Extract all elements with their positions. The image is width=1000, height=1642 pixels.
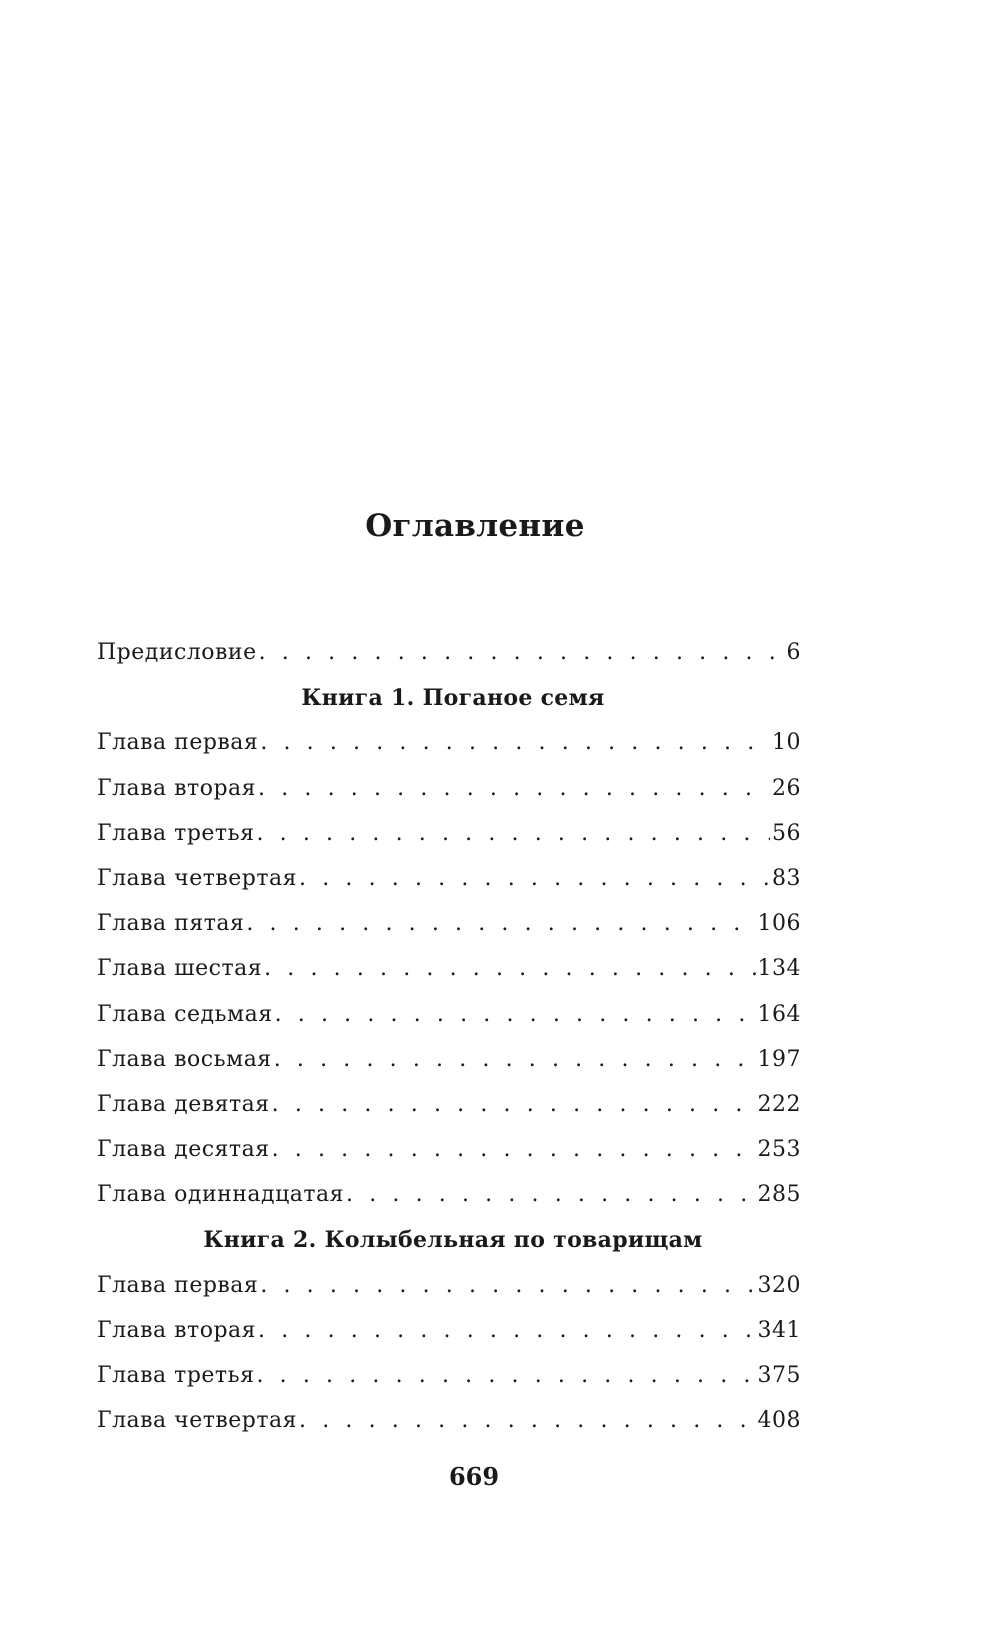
toc-entry (97, 1363, 801, 1408)
page-number: 669 (448, 1462, 500, 1491)
dot-leader (264, 956, 755, 981)
page-title: Оглавление (365, 508, 585, 544)
toc-entry-page: 285 (757, 1182, 801, 1208)
dot-leader (259, 640, 785, 665)
toc-entry-page: 408 (757, 1408, 801, 1434)
toc-entry-page: 106 (757, 911, 801, 937)
dot-leader (299, 1408, 755, 1433)
toc-entry-page: 222 (757, 1091, 801, 1117)
toc-entry-label: Глава одиннадцатая (97, 1182, 345, 1208)
table-of-contents (97, 640, 801, 1453)
toc-entry (97, 1182, 801, 1227)
toc-entry-label: Глава первая (97, 1272, 259, 1298)
toc-entry (97, 911, 801, 956)
dot-leader (260, 730, 770, 755)
dot-leader (346, 1182, 755, 1207)
dot-leader (258, 1318, 755, 1343)
toc-entry (97, 956, 801, 1001)
toc-entry-page: 197 (757, 1046, 801, 1072)
toc-entry (97, 1273, 801, 1318)
toc-entry-page: 320 (757, 1272, 801, 1298)
toc-entry-label: Глава первая (97, 730, 259, 756)
dot-leader (258, 776, 770, 801)
toc-entry (97, 1047, 801, 1092)
toc-entry-label: Глава десятая (97, 1137, 270, 1163)
toc-entry-page: 341 (757, 1317, 801, 1343)
toc-entry (97, 821, 801, 866)
dot-leader (246, 911, 755, 936)
toc-entry-label: Глава девятая (97, 1091, 270, 1117)
toc-entry (97, 1408, 801, 1453)
toc-entry-label: Глава третья (97, 820, 255, 846)
toc-entry-page: 26 (772, 775, 801, 801)
toc-entry-page: 253 (757, 1137, 801, 1163)
book-1-heading: Книга 1. Поганое семя (301, 685, 605, 712)
toc-entry-page: 83 (772, 865, 801, 891)
toc-entry-page: 134 (757, 956, 801, 982)
toc-entry-page: 6 (786, 640, 801, 665)
toc-entry-label: Глава вторая (97, 775, 257, 801)
toc-entry (97, 1002, 801, 1047)
toc-entry (97, 776, 801, 821)
dot-leader (260, 1273, 755, 1298)
toc-entry-preface (97, 640, 801, 685)
dot-leader (272, 1137, 756, 1162)
book-2-heading: Книга 2. Колыбельная по товарищам (203, 1227, 703, 1254)
toc-entry-page: 10 (772, 730, 801, 756)
toc-entry-label: Глава седьмая (97, 1001, 273, 1027)
toc-entry-label: Глава четвертая (97, 1408, 298, 1434)
toc-entry (97, 866, 801, 911)
toc-entry-label: Глава восьмая (97, 1046, 272, 1072)
toc-entry-page: 56 (772, 820, 801, 846)
dot-leader (256, 821, 770, 846)
toc-entry (97, 730, 801, 775)
dot-leader (275, 1002, 756, 1027)
toc-entry (97, 1318, 801, 1363)
toc-entry-label: Глава вторая (97, 1317, 257, 1343)
toc-entry (97, 1092, 801, 1137)
dot-leader (299, 866, 770, 891)
toc-entry-page: 164 (757, 1001, 801, 1027)
toc-entry-label: Глава пятая (97, 911, 245, 937)
dot-leader (256, 1363, 755, 1388)
toc-entry-label: Предисловие (97, 640, 257, 665)
toc-entry-label: Глава шестая (97, 956, 263, 982)
dot-leader (274, 1047, 756, 1072)
toc-entry (97, 1137, 801, 1182)
toc-entry-label: Глава третья (97, 1363, 255, 1388)
dot-leader (272, 1092, 756, 1117)
toc-entry-label: Глава четвертая (97, 865, 298, 891)
toc-entry-page: 375 (757, 1363, 801, 1388)
